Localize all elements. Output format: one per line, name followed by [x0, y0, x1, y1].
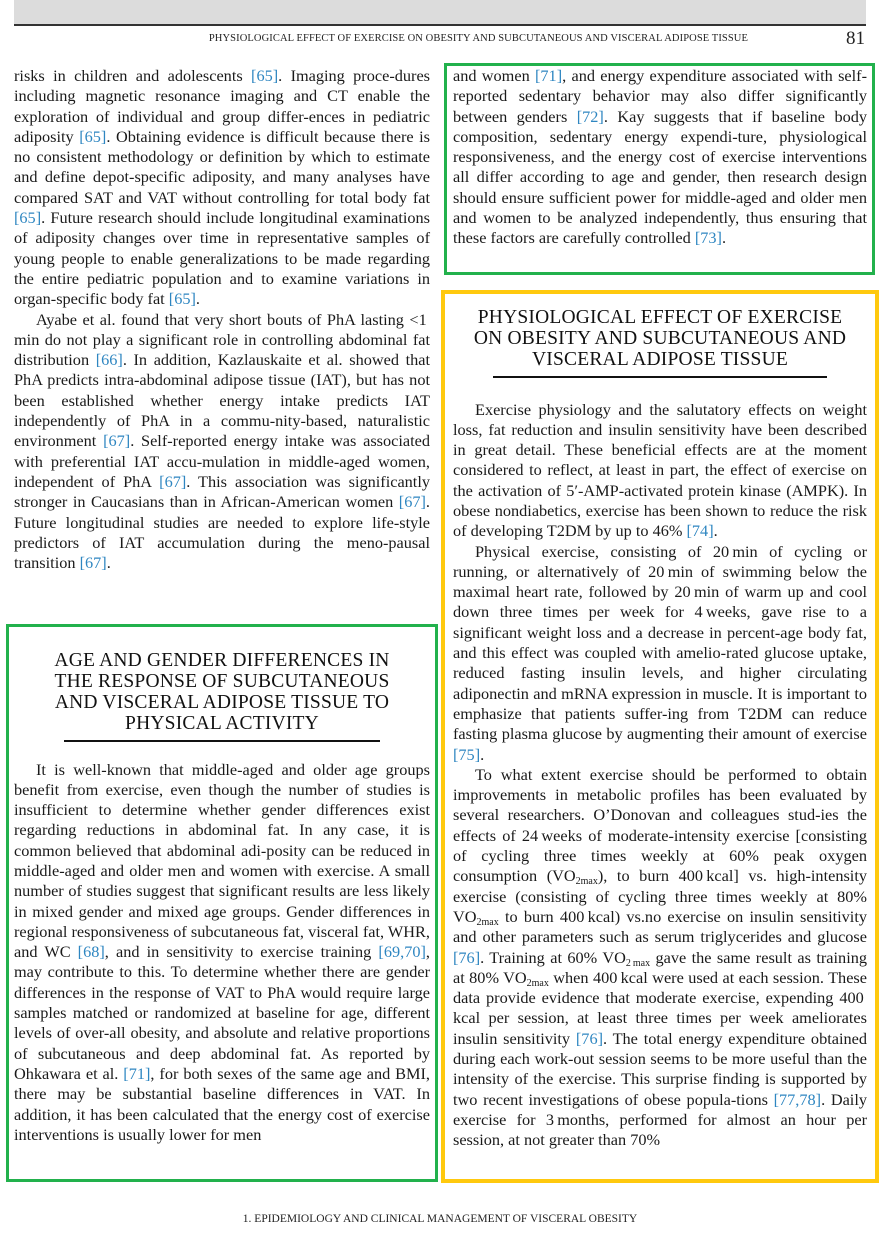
citation-link[interactable]: [65] [79, 126, 107, 146]
citation-link[interactable]: [74] [686, 521, 714, 541]
heading-underline [493, 376, 827, 378]
header-rule [14, 24, 866, 26]
citation-link[interactable]: [75] [453, 744, 481, 764]
paragraph: risks in children and adolescents [65]. Imaging proce-dures including magnetic resonance imaging and CT enable the exploration of individual and group differ-ences in pediatric adiposity [65]. Obtaining evidence is difficult because there is no consistent methodology or definition by which to estimate and define depot-specific adiposity, and many analyses have compared SAT and VAT without controlling for total body fat [65]. Future research should include longitudinal examinations of adiposity changes over time in representative samples of young people to enable generalizations to be made regarding the entire pediatric population and to examine variations in organ-specific body fat [65]. [14, 66, 431, 309]
physiological-section [453, 307, 867, 1150]
citation-link[interactable]: [68] [77, 942, 105, 962]
page-number: 81 [846, 28, 865, 49]
citation-link[interactable]: [71] [535, 66, 563, 85]
citation-link[interactable]: [67] [103, 431, 131, 451]
age-gender-continuation [453, 66, 867, 249]
age-gender-section [14, 650, 430, 1145]
heading-underline [64, 740, 380, 742]
paragraph: To what extent exercise should be performed to obtain improvements in metabolic profiles has been evaluated by several researchers. O’Donovan and colleagues stud-ies the effects of 24 weeks of moderate-intensity exercise [consisting of cycling three times weekly at 60% peak oxygen consumption $(VO_{2max})$, to burn 400 kcal] vs. high-intensity exercise (consisting of cycling three times weekly at 80% $VO_{2max}$ to burn 400 kcal) vs.no exercise on insulin sensitivity and other parameters such as serum triglycerides and glucose [76]. Training at 60% $VO_{2 max}$ gave the same result as training at 80% $VO_{2max}$ when 400 kcal were used at each session. These data provide evidence that moderate exercise, expending 400 kcal per session, at least three times per week ameliorates insulin sensitivity [76]. The total energy expenditure obtained during each work-out session seems to be more useful than the intensity of the exercise. This surprise finding is supported by two recent investigations of obese popula-tions [77,78]. Daily exercise for 3 months, performed for almost an hour per session, at not greater than 70% [453, 764, 867, 1150]
page-footer: 1. EPIDEMIOLOGY AND CLINICAL MANAGEMENT OF VISCERAL OBESITY [242, 1213, 638, 1225]
citation-link[interactable]: [73] [694, 228, 722, 248]
citation-link[interactable]: [77,78] [773, 1089, 822, 1109]
citation-link[interactable]: [65] [251, 66, 279, 85]
citation-link[interactable]: [72] [576, 106, 604, 126]
paragraph: Exercise physiology and the salutatory effects on weight loss, fat reduction and insulin sensitivity have been described in great detail. These beneficial effects are at the moment considered to reflect, at least in part, the effect of exercise on the activation of 5′-AMP-activated protein kinase (AMPK). In obese nondiabetics, exercise has been shown to reduce the risk of developing T2DM by up to 46% [74]. [453, 399, 867, 541]
citation-link[interactable]: [65] [14, 208, 42, 228]
paragraph: It is well-known that middle-aged and older age groups benefit from exercise, even though the number of studies is insufficient to determine whether gender differences exist regarding reductions in abdominal fat. In any case, it is common believed that abdominal adi-posity can be reduced in middle-aged and older men and women with exercise. A small number of studies suggest that significant results are less likely in mixed gender and mixed age groups. Gender differences in regional responsiveness of subcutaneous fat, visceral fat, WHR, and WC [68], and in sensitivity to exercise training [69,70], may contribute to this. To determine whether there are gender differences in the response of VAT to PhA would require large samples matched or randomized at baseline for age, different levels of over-all obesity, and absolute and relative proportions of subcutaneous and deep abdominal fat. As reported by Ohkawara et al. [71], for both sexes of the same age and BMI, there may be substantial baseline differences in VAT. In addition, it has been calculated that the energy cost of exercise interventions is usually lower for men [14, 759, 430, 1144]
citation-link[interactable]: [71] [123, 1063, 151, 1083]
top-gray-band [14, 0, 866, 24]
paragraph: Physical exercise, consisting of 20 min of cycling or running, or alternatively of 20 min of swimming below the maximal heart rate, followed by 20 min of warm up and cool down three times per week for 4 weeks, gave rise to a significant weight loss and a decrease in percent-age body fat, and this effect was coupled with amelio-rated glucose uptake, reduced fasting insulin levels, and higher circulating adiponectin and mRNA expression in muscle. It is important to emphasize that patients suffer-ing from T2DM can reduce fasting plasma glucose by augmenting their amount of exercise [75]. [453, 541, 867, 764]
citation-link[interactable]: [76] [575, 1028, 604, 1048]
left-column-text [14, 66, 430, 573]
citation-link[interactable]: [65] [168, 289, 196, 309]
citation-link[interactable]: [67] [79, 553, 107, 573]
section-heading: PHYSIOLOGICAL EFFECT OF EXERCISE ON OBESITY AND SUBCUTANEOUS AND VISCERAL ADIPOSE TISSUE [473, 307, 847, 370]
citation-link[interactable]: [67] [398, 492, 426, 512]
citation-link[interactable]: [69,70] [378, 942, 426, 962]
running-head: PHYSIOLOGICAL EFFECT OF EXERCISE ON OBESITY AND SUBCUTANEOUS AND VISCERAL ADIPOSE TISSUE [208, 33, 748, 44]
citation-link[interactable]: [67] [159, 471, 187, 491]
citation-link[interactable]: [76] [453, 947, 481, 967]
paragraph: Ayabe et al. found that very short bouts of PhA lasting <1 min do not play a significant role in controlling abdominal fat distribution [66]. In addition, Kazlauskaite et al. showed that PhA predicts intra-abdominal adipose tissue (IAT), but has not been established whether energy intake predicts IAT independently of PhA in a commu-nity-based, naturalistic environment [67]. Self-reported energy intake was associated with preferential IAT accu-mulation in middle-aged women, independent of PhA [67]. This association was significantly stronger in Caucasians than in African-American women [67]. Future longitudinal studies are needed to explore life-style predictors of IAT accumulation during the meno-pausal transition [67]. [14, 309, 431, 573]
paragraph: and women [71], and energy expenditure associated with self-reported sedentary behavior may also differ significantly between genders [72]. Kay suggests that if baseline body composition, sedentary energy expendi-ture, physiological responsiveness, and the energy cost of exercise interventions all differ according to age and gender, then research design should ensure sufficient power for middle-aged and older men and women to be analyzed independently, thus ensuring that these factors are carefully controlled [73]. [453, 66, 868, 248]
section-heading: AGE AND GENDER DIFFERENCES IN THE RESPONSE OF SUBCUTANEOUS AND VISCERAL ADIPOSE TISSUE TO PHYSICAL ACTIVITY [54, 650, 390, 734]
citation-link[interactable]: [66] [95, 350, 123, 370]
